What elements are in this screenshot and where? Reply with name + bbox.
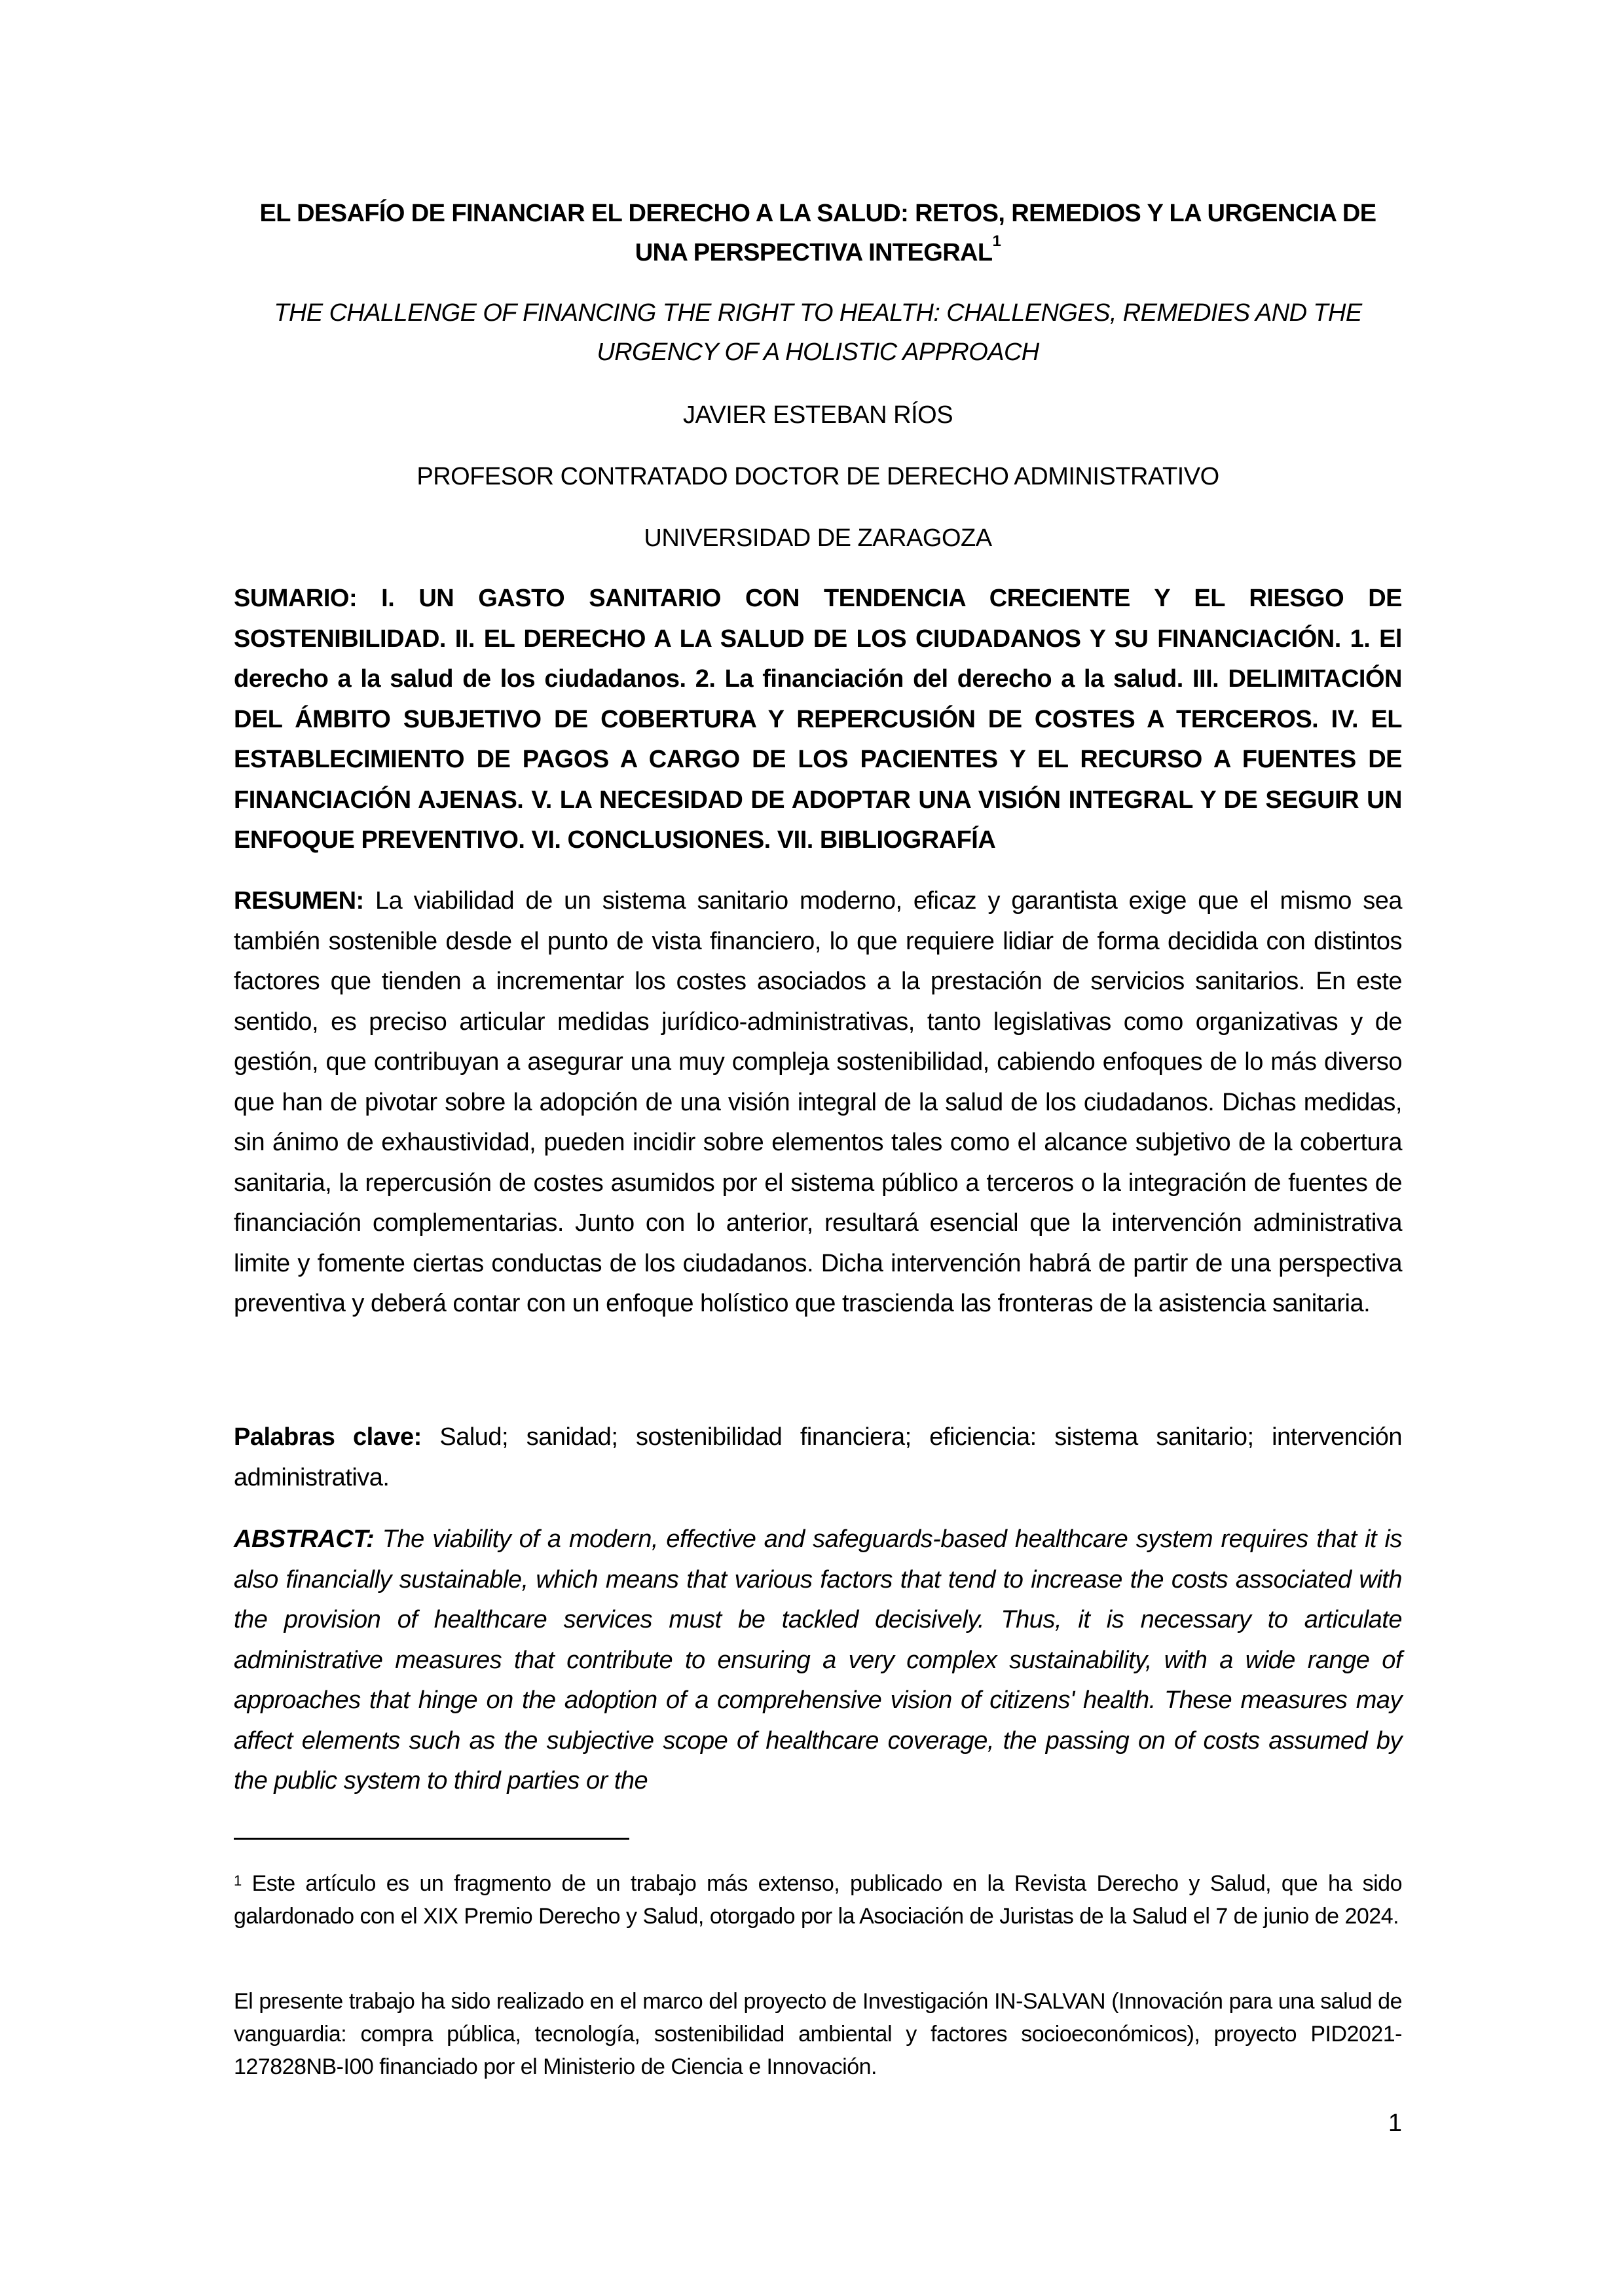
footnote-1-marker: 1 — [234, 1872, 242, 1889]
keywords-text: Salud; sanidad; sostenibilidad financiera; eficiencia: sistema sanitario; intervención administrativa. — [234, 1423, 1402, 1491]
author-name: JAVIER ESTEBAN RÍOS — [682, 401, 953, 429]
resumen-section — [234, 881, 1402, 1324]
footnote-1-text: Este artículo es un fragmento de un trabajo más extenso, publicado en la Revista Derecho y Salud, que ha sido galardonado con el XIX Premio Derecho y Salud, otorgado por la Asociación de Juristas de la Salud el 7 de junio de 2024. — [234, 1871, 1402, 1929]
footnote-1 — [234, 1867, 1402, 1933]
keywords-section — [234, 1417, 1402, 1498]
summary-section: SUMARIO: I. UN GASTO SANITARIO CON TENDENCIA CRECIENTE Y EL RIESGO DE SOSTENIBILIDAD. II. EL DERECHO A LA SALUD DE LOS CIUDADANOS Y SU FINANCIACIÓN. 1. El derecho a la salud de los ciudadanos. 2. La financiación del derecho a la salud. III. DELIMITACIÓN DEL ÁMBITO SUBJETIVO DE COBERTURA Y REPERCUSIÓN DE COSTES A TERCEROS. IV. EL ESTABLECIMIENTO DE PAGOS A CARGO DE LOS PACIENTES Y EL RECURSO A FUENTES DE FINANCIACIÓN AJENAS. V. LA NECESIDAD DE ADOPTAR UNA VISIÓN INTEGRAL Y DE SEGUIR UN ENFOQUE PREVENTIVO. VI. CONCLUSIONES. VII. BIBLIOGRAFÍA — [234, 585, 1402, 854]
paper-title — [234, 194, 1402, 272]
abstract-section — [234, 1520, 1402, 1802]
resumen-text: La viabilidad de un sistema sanitario moderno, eficaz y garantista exige que el mismo sea también sostenible desde el punto de vista financiero, lo que requiere lidiar de forma decidida con distintos factores que tienden a incrementar los costes asociados a la prestación de servicios sanitarios. En este sentido, es preciso articular medidas jurídico-administrativas, tanto legislativas como organizativas y de gestión, que contribuyan a asegurar una muy compleja sostenibilidad, cabiendo enfoques de lo más diverso que han de pivotar sobre la adopción de una visión integral de la salud de los ciudadanos. Dichas medidas, sin ánimo de exhaustividad, pueden incidir sobre elementos tales como el alcance subjetivo de la cobertura sanitaria, la repercusión de costes asumidos por el sistema público a terceros o la integración de fuentes de financiación complementarias. Junto con lo anterior, resultará esencial que la intervención administrativa limite y fomente ciertas conductas de los ciudadanos. Dicha intervención habrá de partir de una perspectiva preventiva y deberá contar con un enfoque holístico que trascienda las fronteras de la asistencia sanitaria. — [234, 887, 1402, 1317]
paper-title-text: EL DESAFÍO DE FINANCIAR EL DERECHO A LA SALUD: RETOS, REMEDIOS Y LA URGENCIA DE UNA PERSPECTIVA INTEGRAL — [259, 200, 1376, 266]
page-number: 1 — [1388, 2109, 1402, 2137]
title-footnote-marker[interactable]: 1 — [992, 232, 1001, 250]
footnote-funding: El presente trabajo ha sido realizado en el marco del proyecto de Investigación IN-SALVAN (Innovación para una salud de vanguardia: compra pública, tecnología, sostenibilidad ambiental y factores socioeconómicos), proyecto PID2021-127828NB-I00 financiado por el Ministerio de Ciencia e Innovación. — [234, 1989, 1402, 2079]
footnote-separator — [234, 1838, 629, 1840]
resumen-label: RESUMEN: — [234, 887, 364, 915]
keywords-label: Palabras clave: — [234, 1423, 422, 1451]
author-position: PROFESOR CONTRATADO DOCTOR DE DERECHO ADMINISTRATIVO — [416, 463, 1219, 490]
abstract-text: The viability of a modern, effective and safeguards-based healthcare system requires that it is also financially sustainable, which means that various factors that tend to increase the costs associated with the provision of healthcare services must be tackled decisively. Thus, it is necessary to articulate administrative measures that contribute to ensuring a very complex sustainability, with a wide range of approaches that hinge on the adoption of a comprehensive vision of citizens' health. These measures may affect elements such as the subjective scope of healthcare coverage, the passing on of costs assumed by the public system to third parties or the — [234, 1525, 1402, 1795]
abstract-label: ABSTRACT: — [234, 1525, 375, 1553]
author-affiliation: UNIVERSIDAD DE ZARAGOZA — [644, 524, 992, 552]
paper-subtitle-english: THE CHALLENGE OF FINANCING THE RIGHT TO HEALTH: CHALLENGES, REMEDIES AND THE URGENCY OF A HOLISTIC APPROACH — [274, 299, 1362, 366]
